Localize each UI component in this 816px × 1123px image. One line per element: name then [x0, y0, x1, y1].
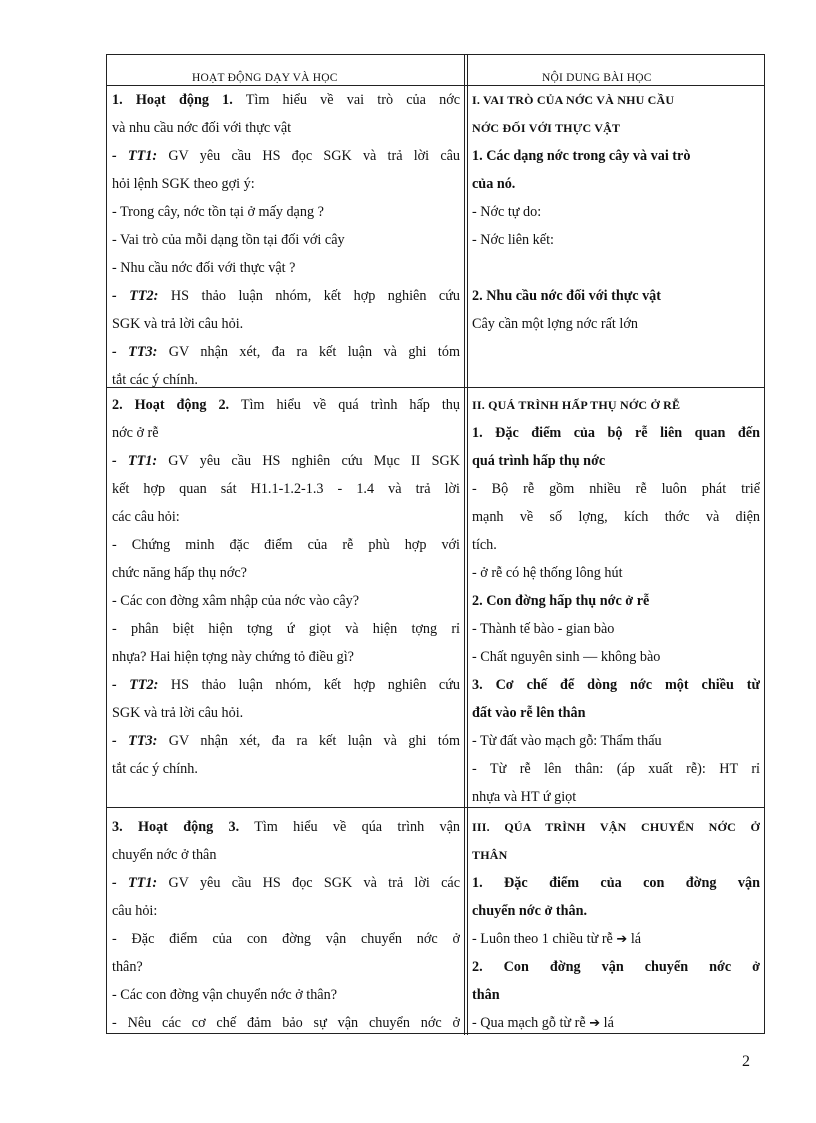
subheading [472, 869, 760, 897]
text-line: - Các con đờng vận chuyển nớc ở thân? [112, 987, 337, 1003]
step-label: - TT3: [112, 344, 158, 360]
section-heading: NỚC ĐỐI VỚI THỰC VẬT [472, 121, 621, 135]
text-line: tích. [472, 537, 497, 553]
text-span: HS thảo luận nhóm, kết hợp nghiên cứu [170, 677, 460, 693]
text-span: - Luôn theo 1 chiều từ rễ [472, 931, 613, 947]
text-line [112, 869, 460, 897]
text-line [472, 925, 760, 953]
text-span: HS thảo luận nhóm, kết hợp nghiên cứu [170, 288, 460, 304]
text-line: chuyển nớc ở thân [112, 847, 217, 863]
subheading [472, 699, 760, 727]
text-span: chuyển nớc ở thân. [472, 903, 588, 919]
page-number: 2 [742, 1053, 750, 1070]
text-line: - Chất nguyên sinh — không bào [472, 649, 661, 665]
text-line [112, 282, 460, 310]
text-line: - Thành tế bào - gian bào [472, 621, 615, 637]
text-line [472, 254, 760, 282]
table-row [107, 808, 764, 1035]
text-line [112, 338, 460, 366]
subheading [472, 981, 760, 1009]
text-line: - Nêu các cơ chế đảm bảo sự vận chuyển nớc ở [112, 1015, 460, 1031]
text-span: 2. Nhu cầu nớc đối với thực vật [472, 288, 661, 304]
text-line [112, 391, 460, 419]
text-line [112, 727, 460, 755]
text-span: 1. Đặc điểm của con đờng vận [472, 875, 760, 891]
text-line: - Trong cây, nớc tồn tại ở mấy dạng ? [112, 204, 324, 220]
text-span: GV yêu cầu HS đọc SGK và trả lời câu [168, 148, 460, 164]
text-span: quá trình hấp thụ nớc [472, 453, 606, 469]
text-line: - Nớc liên kết: [472, 232, 554, 248]
text-line: - Vai trò của mỗi dạng tồn tại đối với cây [112, 232, 345, 248]
step-label: - TT1: [112, 453, 158, 469]
text-span: - Qua mạch gỗ từ rễ [472, 1015, 586, 1031]
subheading [472, 170, 760, 198]
section-heading: THÂN [472, 848, 508, 862]
activity-cell [112, 388, 460, 807]
text-span: Tìm hiểu về quá trình hấp thụ [240, 397, 460, 413]
section-heading: I. VAI TRÒ CỦA NỚC VÀ NHU CẦU [472, 93, 675, 107]
arrow-right-icon: ➔ [589, 1016, 601, 1031]
text-line: - Đặc điểm của con đờng vận chuyển nớc ở [112, 931, 460, 947]
text-line [112, 86, 460, 114]
text-line: thân? [112, 959, 143, 975]
text-span: GV nhận xét, đa ra kết luận và ghi tóm [168, 344, 460, 360]
text-span: GV nhận xét, đa ra kết luận và ghi tóm [168, 733, 460, 749]
column-divider [464, 55, 468, 85]
text-span: của nó. [472, 176, 516, 192]
text-line: câu hỏi: [112, 903, 158, 919]
column-divider [464, 85, 468, 387]
column-divider [464, 388, 468, 807]
step-label: - TT1: [112, 875, 158, 891]
text-line: nớc ở rễ [112, 425, 159, 441]
text-line [112, 447, 460, 475]
table-row [107, 85, 764, 388]
text-line: mạnh về số lợng, kích thớc và diện [472, 509, 760, 525]
text-line [112, 142, 460, 170]
text-line [472, 1009, 760, 1035]
text-span: 1. Đặc điểm của bộ rễ liên quan đến [472, 425, 760, 441]
text-line: SGK và trả lời câu hỏi. [112, 316, 244, 332]
table-row [107, 388, 764, 808]
text-line: tắt các ý chính. [112, 372, 198, 387]
text-line: nhựa? Hai hiện tợng này chứng tỏ điều gì? [112, 649, 354, 665]
text-line: - Từ đất vào mạch gỗ: Thẩm thấu [472, 733, 662, 749]
text-span: Tìm hiểu về qúa trình vận [254, 819, 460, 835]
step-label: - TT3: [112, 733, 158, 749]
activity-heading: 3. Hoạt động 3. [112, 819, 240, 835]
text-span: GV yêu cầu HS nghiên cứu Mục II SGK [168, 453, 460, 469]
activity-heading: 2. Hoạt động 2. [112, 397, 230, 413]
step-label: - TT2: [112, 677, 159, 693]
step-label: - TT1: [112, 148, 158, 164]
text-line: SGK và trả lời câu hỏi. [112, 705, 244, 721]
header-teaching-activities: HOẠT ĐỘNG DẠY VÀ HỌC [192, 72, 338, 84]
text-line: - ở rễ có hệ thống lông hút [472, 565, 623, 581]
subheading [472, 142, 760, 170]
subheading [472, 282, 760, 310]
text-span: 1. Các dạng nớc trong cây và vai trò [472, 148, 691, 164]
activity-cell [112, 808, 460, 1035]
text-span: thân [472, 987, 500, 1003]
arrow-right-icon: ➔ [616, 932, 628, 947]
text-line [112, 813, 460, 841]
text-span: GV yêu cầu HS đọc SGK và trả lời các [168, 875, 460, 891]
text-span: 3. Cơ chế để dòng nớc một chiều từ [472, 677, 760, 693]
text-line: - Các con đờng xâm nhập của nớc vào cây? [112, 593, 360, 609]
text-line: chức năng hấp thụ nớc? [112, 565, 247, 581]
text-line: tắt các ý chính. [112, 761, 198, 777]
content-cell [472, 388, 760, 807]
lesson-table [106, 54, 765, 1034]
text-line [112, 671, 460, 699]
text-span: lá [603, 1015, 614, 1031]
activity-heading: 1. Hoạt động 1. [112, 92, 233, 108]
text-span: lá [630, 931, 642, 947]
section-heading: II. QUÁ TRÌNH HẤP THỤ NỚC Ở RỄ [472, 398, 681, 412]
content-cell [472, 85, 760, 387]
text-line: nhựa và HT ứ giọt [472, 789, 577, 805]
text-line: - phân biệt hiện tợng ứ giọt và hiện tợng rỉ [112, 621, 460, 637]
text-line: - Nhu cầu nớc đối với thực vật ? [112, 260, 296, 276]
subheading [472, 671, 760, 699]
column-divider [464, 808, 468, 1035]
activity-cell [112, 85, 460, 387]
text-span: 2. Con đờng vận chuyển nớc ở [472, 959, 760, 975]
text-line: Cây cần một lợng nớc rất lớn [472, 316, 638, 332]
text-line: và nhu cầu nớc đối với thực vật [112, 120, 292, 136]
text-span: Tìm hiểu về vai trò của nớc [245, 92, 460, 108]
subheading [472, 419, 760, 447]
text-line: - Chứng minh đặc điểm của rễ phù hợp với [112, 537, 460, 553]
text-line: - Từ rễ lên thân: (áp xuất rễ): HT rỉ [472, 761, 760, 777]
subheading [472, 953, 760, 981]
table-header-row [107, 55, 764, 86]
content-cell [472, 808, 760, 1035]
step-label: - TT2: [112, 288, 159, 304]
subheading [472, 897, 760, 925]
text-line: kết hợp quan sát H1.1-1.2-1.3 - 1.4 và trả lời [112, 481, 460, 497]
header-lesson-content: NỘI DUNG BÀI HỌC [542, 72, 652, 84]
subheading [472, 587, 760, 615]
text-span: 2. Con đờng hấp thụ nớc ở rễ [472, 593, 650, 609]
text-line: - Bộ rễ gồm nhiều rễ luôn phát triể [472, 481, 760, 497]
text-span: đất vào rễ lên thân [472, 705, 586, 721]
text-line: - Nớc tự do: [472, 204, 542, 220]
section-heading: III. QÚA TRÌNH VẬN CHUYỂN NỚC Ở [472, 820, 760, 834]
subheading [472, 447, 760, 475]
text-line: các câu hỏi: [112, 509, 180, 525]
text-line: hỏi lệnh SGK theo gợi ý: [112, 176, 255, 192]
